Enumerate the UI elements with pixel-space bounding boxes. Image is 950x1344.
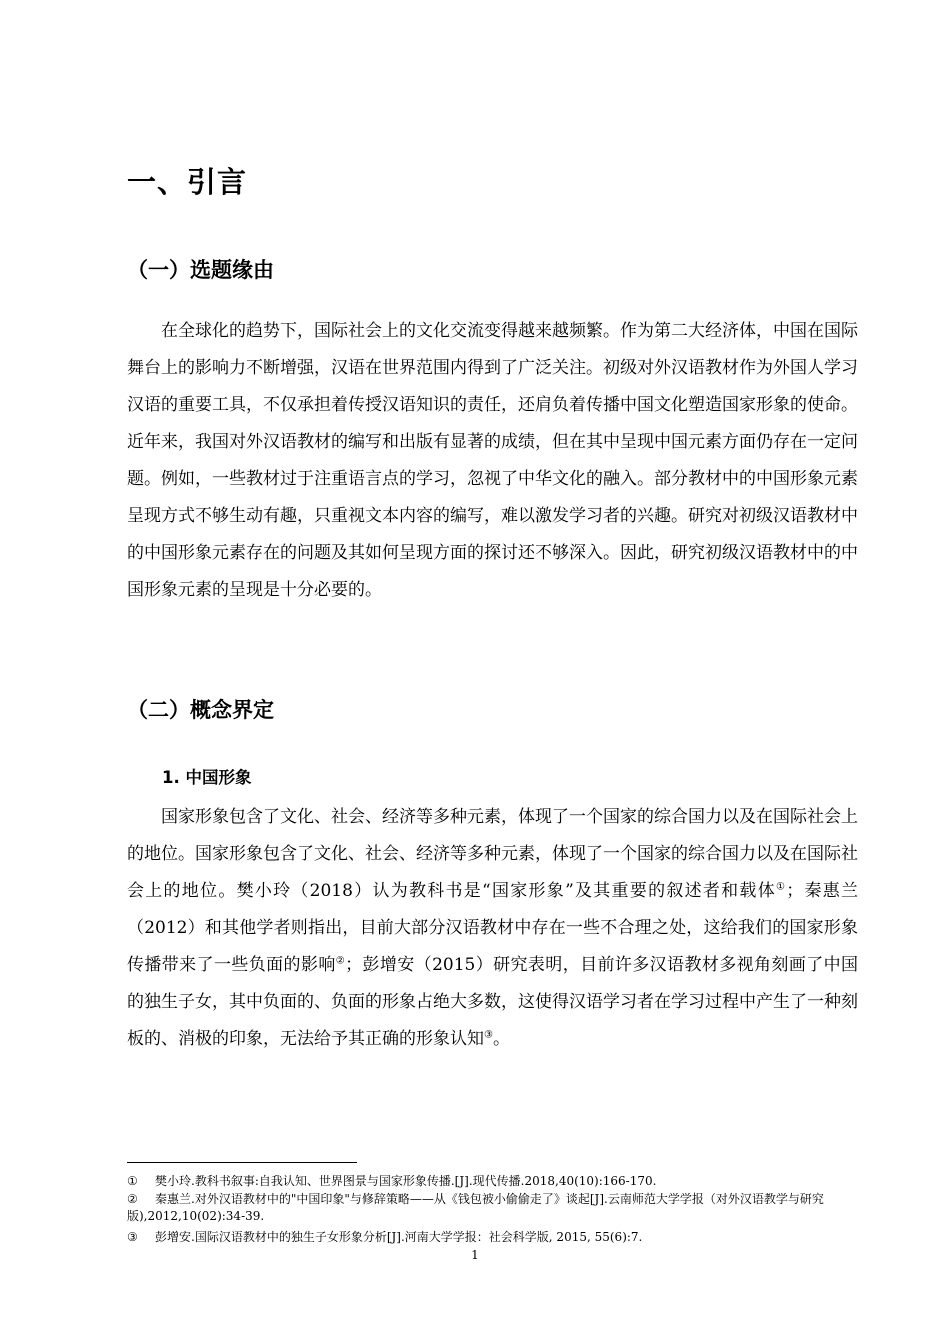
subsection-heading-china-image: 1. 中国形象 — [162, 768, 252, 787]
section-heading-concept-definition: （二）概念界定 — [127, 698, 274, 722]
footnote — [127, 1229, 858, 1246]
paragraph-china-image — [127, 799, 858, 1058]
footnote — [127, 1191, 858, 1225]
footnote-mark: ③ — [127, 1230, 138, 1244]
chapter-heading: 一、引言 — [127, 165, 248, 199]
paragraph-topic-reason: 在全球化的趋势下，国际社会上的文化交流变得越来越频繁。作为第二大经济体，中国在国际舞台上的影响力不断增强，汉语在世界范围内得到了广泛关注。初级对外汉语教材作为外国人学习汉语的重要工具，不仅承担着传授汉语知识的责任，还肩负着传播中国文化塑造国家形象的使命。近年来，我国对外汉语教材的编写和出版有显著的成绩，但在其中呈现中国元素方面仍存在一定问题。例如，一些教材过于注重语言点的学习，忽视了中华文化的融入。部分教材中的中国形象元素呈现方式不够生动有趣，只重视文本内容的编写，难以激发学习者的兴趣。研究对初级汉语教材中的中国形象元素存在的问题及其如何呈现方面的探讨还不够深入。因此，研究初级汉语教材中的中国形象元素的呈现是十分必要的。 — [127, 321, 858, 600]
footnote-text: 彭增安.国际汉语教材中的独生子女形象分析[J].河南大学学报：社会科学版, 2015, 55(6):7. — [155, 1230, 643, 1244]
page-number: 1 — [471, 1248, 479, 1262]
footnote — [127, 1173, 858, 1190]
section-heading-topic-reason: （一）选题缘由 — [127, 258, 274, 282]
footnote-mark: ① — [127, 1174, 138, 1188]
footnote-text: 秦惠兰.对外汉语教材中的"中国印象"与修辞策略——从《钱包被小偷偷走了》谈起[J].云南师范大学学报（对外汉语教学与研究版),2012,10(02):34-39. — [127, 1192, 824, 1223]
footnote-reference[interactable]: ③ — [484, 1029, 493, 1041]
footnote-divider — [127, 1162, 357, 1163]
footnote-text: 樊小玲.教科书叙事:自我认知、世界图景与国家形象传播.[J].现代传播.2018,40(10):166-170. — [155, 1174, 657, 1188]
paragraph-text: ；秦惠兰（2012）和其他学者则指出，目前大部分汉语教材中存在一些不合理之处，这给我们的国家形象传播带来了一些负面的影响 — [127, 881, 859, 975]
footnote-mark: ② — [127, 1192, 138, 1206]
paragraph-text: 国家形象包含了文化、社会、经济等多种元素，体现了一个国家的综合国力以及在国际社会上的地位。国家形象包含了文化、社会、经济等多种元素，体现了一个国家的综合国力以及在国际社会上的地位。樊小玲（2018）认为教科书是“国家形象”及其重要的叙述者和载体 — [127, 807, 858, 901]
footnote-reference[interactable]: ① — [775, 881, 787, 893]
footnote-reference[interactable]: ② — [335, 955, 346, 967]
paragraph-text: ；彭增安（2015）研究表明，目前许多汉语教材多视角刻画了中国的独生子女，其中负面的、负面的形象占绝大多数，这使得汉语学习者在学习过程中产生了一种刻板的、消极的印象，无法给予其正确的形象认知 — [127, 955, 858, 1049]
paragraph-text: 。 — [492, 1029, 510, 1049]
